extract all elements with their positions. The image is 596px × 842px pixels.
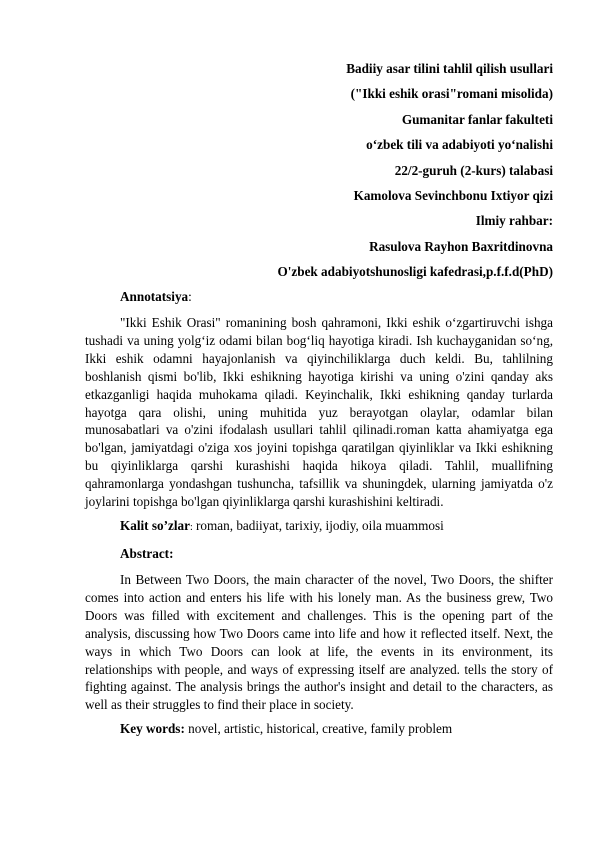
advisor-department: O'zbek adabiyotshunosligi kafedrasi,p.f.f.d(PhD) <box>277 264 553 280</box>
abstract-text: In Between Two Doors, the main character of the novel, Two Doors, the shifter comes into action and enters his life with his lonely man. As the business grew, Two Doors was filled with excitement and challenges. This is the opening part of the analysis, discussing how Two Doors came into life and how it reflected itself. Next, the ways in which Two Doors can look at life, the events in its environment, its relationships with people, and ways of expressing itself are analyzed. tells the story of fighting against. The analysis brings the author's insight and detail to the characters, as well as their struggles to find their place in society. <box>85 571 553 713</box>
group-line: 22/2-guruh (2-kurs) talabasi <box>394 162 553 178</box>
advisor-name: Rasulova Rayhon Baxritdinovna <box>369 238 553 254</box>
keywords-en-text: novel, artistic, historical, creative, family problem <box>184 721 453 737</box>
annotation-heading-line <box>85 288 553 306</box>
specialty-line: o‘zbek tili va adabiyoti yo‘nalishi <box>366 137 553 153</box>
keywords-en-label: Key words: <box>120 721 185 737</box>
paper-title: Badiiy asar tilini tahlil qilish usullari <box>346 61 553 76</box>
keywords-uz-text: roman, badiiyat, tarixiy, ijodiy, oila muammosi <box>192 517 444 533</box>
abstract-heading-line <box>85 545 553 563</box>
advisor-label: Ilmiy rahbar: <box>475 213 553 229</box>
keywords-uz-label: Kalit so’zlar <box>120 517 190 533</box>
paper-body <box>85 288 553 746</box>
keywords-en-line <box>85 720 553 738</box>
author-header <box>277 56 553 285</box>
annotation-colon: : <box>188 289 192 304</box>
paper-subtitle: ("Ikki eshik orasi"romani misolida) <box>350 86 553 102</box>
author-name: Kamolova Sevinchbonu Ixtiyor qizi <box>353 188 553 204</box>
annotation-heading: Annotatsiya <box>120 289 189 304</box>
annotation-text: "Ikki Eshik Orasi" romanining bosh qahramoni, Ikki eshik o‘zgartiruvchi ishga tushadi va uning yolg‘iz odami bilan bog‘liq hayotiga kiradi. Ish kuchayganidan so‘ng, Ikki eshik odamni hayajonlanish va qiyinchiliklarga duch keldi. Bu, tahlilning boshlanish qismi bo'lib, Ikki eshikning hayotiga kirishi va uning o'zini qanday aks etkazganligi haqida muhokama qiladi. Keyinchalik, Ikki eshikning qanday turlarda hayotga qara olishi, uning muhitida yuz berayotgan olaylar, odamlar bilan munosabatlari va o'zini ifodalash usullari tahlil qilinadi.roman katta ahamiyatga ega bo'lgan, jamiyatdagi o'ziga xos joyini topishga qaratilgan qiyinliklar va Ikki eshikning bu qiyinliklarga qarshi kurashishi haqida hikoya qiladi. Tahlil, muallifning qahramonlarga yondashgan tushuncha, tafsillik va shuningdek, ularning jamiyatda o'z joylarini topishga bo'lgan qiyinliklarga qarshi kurashishini keltiradi. <box>85 315 553 510</box>
keywords-uz-colon: : <box>189 521 193 533</box>
keywords-uz-line <box>85 517 553 537</box>
faculty-line: Gumanitar fanlar fakulteti <box>401 111 553 127</box>
abstract-heading: Abstract: <box>120 545 174 561</box>
